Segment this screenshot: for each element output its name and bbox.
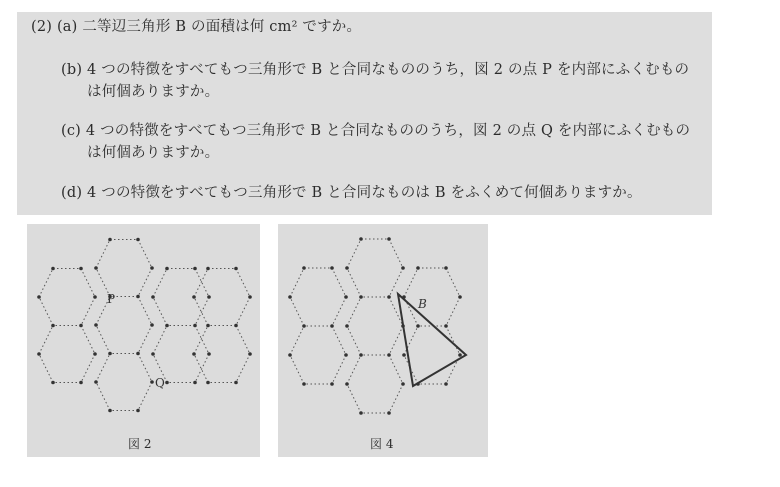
- grid-edge: [194, 354, 208, 383]
- grid-edge: [236, 354, 250, 383]
- grid-vertex: [151, 295, 155, 299]
- hex-grid: [288, 237, 462, 415]
- grid-edge: [347, 268, 361, 297]
- grid-vertex: [108, 409, 112, 413]
- grid-edge: [236, 326, 250, 355]
- point-p-label: P: [107, 292, 116, 306]
- grid-edge: [389, 268, 403, 297]
- grid-vertex: [150, 266, 154, 270]
- question-c-line1: (c) 4 つの特徴をすべてもつ三角形で B と合同なもののうち，図 2 の点 Q を内部にふくむもの: [61, 123, 691, 139]
- grid-vertex: [192, 295, 196, 299]
- grid-vertex: [79, 324, 83, 328]
- grid-vertex: [93, 295, 97, 299]
- hex-grid-figure-4: [278, 224, 488, 457]
- figure-2-caption: 図 2: [128, 437, 152, 451]
- grid-edge: [236, 269, 250, 298]
- grid-vertex: [165, 381, 169, 385]
- grid-vertex: [51, 267, 55, 271]
- grid-vertex: [345, 266, 349, 270]
- grid-edge: [347, 239, 361, 268]
- grid-vertex: [387, 353, 391, 357]
- grid-edge: [138, 354, 152, 383]
- question-d: (d) 4 つの特徴をすべてもつ三角形で B と合同なものは B をふくめて何個ありますか。: [61, 185, 642, 201]
- grid-vertex: [345, 324, 349, 328]
- grid-vertex: [37, 295, 41, 299]
- grid-vertex: [401, 382, 405, 386]
- grid-vertex: [79, 381, 83, 385]
- grid-vertex: [151, 352, 155, 356]
- grid-edge: [195, 269, 209, 298]
- grid-vertex: [402, 353, 406, 357]
- grid-vertex: [136, 295, 140, 299]
- grid-edge: [347, 355, 361, 384]
- grid-edge: [332, 326, 346, 355]
- grid-edge: [290, 355, 304, 384]
- grid-edge: [194, 297, 208, 326]
- grid-edge: [96, 325, 110, 354]
- grid-edge: [389, 239, 403, 268]
- grid-vertex: [359, 411, 363, 415]
- grid-vertex: [93, 352, 97, 356]
- grid-vertex: [387, 411, 391, 415]
- point-q-label: Q: [155, 376, 165, 390]
- grid-vertex: [206, 267, 210, 271]
- grid-vertex: [51, 324, 55, 328]
- grid-vertex: [234, 267, 238, 271]
- grid-edge: [446, 297, 460, 326]
- grid-vertex: [330, 382, 334, 386]
- grid-edge: [39, 354, 53, 383]
- grid-edge: [138, 268, 152, 297]
- grid-edge: [347, 297, 361, 326]
- grid-vertex: [136, 238, 140, 242]
- grid-vertex: [387, 237, 391, 241]
- grid-vertex: [330, 324, 334, 328]
- grid-edge: [81, 326, 95, 355]
- grid-vertex: [444, 382, 448, 386]
- grid-vertex: [51, 381, 55, 385]
- grid-edge: [194, 326, 208, 355]
- grid-vertex: [206, 381, 210, 385]
- grid-vertex: [79, 267, 83, 271]
- grid-edge: [96, 382, 110, 411]
- question-b-line1: (b) 4 つの特徴をすべてもつ三角形で B と合同なもののうち，図 2 の点 P を内部にふくむもの: [61, 62, 690, 78]
- grid-vertex: [416, 324, 420, 328]
- grid-edge: [389, 326, 403, 355]
- grid-edge: [290, 268, 304, 297]
- grid-edge: [332, 297, 346, 326]
- grid-vertex: [165, 324, 169, 328]
- grid-edge: [138, 325, 152, 354]
- grid-vertex: [359, 237, 363, 241]
- triangle-b: [398, 294, 466, 386]
- grid-vertex: [108, 238, 112, 242]
- grid-edge: [347, 326, 361, 355]
- grid-vertex: [207, 295, 211, 299]
- grid-edge: [404, 268, 418, 297]
- grid-vertex: [458, 353, 462, 357]
- grid-edge: [389, 355, 403, 384]
- grid-vertex: [330, 266, 334, 270]
- grid-vertex: [302, 266, 306, 270]
- hex-grid: [37, 238, 252, 413]
- grid-edge: [332, 268, 346, 297]
- figure-4-caption: 図 4: [370, 437, 394, 451]
- grid-vertex: [207, 352, 211, 356]
- grid-vertex: [444, 324, 448, 328]
- grid-vertex: [345, 382, 349, 386]
- question-c-line2: は何個ありますか。: [87, 145, 220, 161]
- grid-edge: [195, 297, 209, 326]
- grid-edge: [39, 326, 53, 355]
- grid-edge: [96, 354, 110, 383]
- grid-vertex: [108, 352, 112, 356]
- grid-edge: [138, 382, 152, 411]
- grid-vertex: [359, 295, 363, 299]
- grid-vertex: [458, 295, 462, 299]
- grid-edge: [138, 297, 152, 326]
- grid-vertex: [401, 266, 405, 270]
- grid-vertex: [193, 381, 197, 385]
- grid-vertex: [248, 295, 252, 299]
- grid-vertex: [192, 352, 196, 356]
- grid-edge: [347, 384, 361, 413]
- grid-vertex: [344, 295, 348, 299]
- grid-edge: [39, 297, 53, 326]
- grid-vertex: [248, 352, 252, 356]
- grid-vertex: [234, 381, 238, 385]
- grid-edge: [153, 269, 167, 298]
- grid-vertex: [136, 409, 140, 413]
- grid-edge: [332, 355, 346, 384]
- grid-edge: [153, 326, 167, 355]
- grid-vertex: [288, 295, 292, 299]
- grid-vertex: [165, 267, 169, 271]
- grid-vertex: [416, 266, 420, 270]
- grid-vertex: [206, 324, 210, 328]
- grid-vertex: [288, 353, 292, 357]
- grid-vertex: [444, 266, 448, 270]
- grid-edge: [446, 268, 460, 297]
- grid-vertex: [302, 324, 306, 328]
- grid-edge: [236, 297, 250, 326]
- grid-edge: [153, 297, 167, 326]
- question-a: (2) (a) 二等辺三角形 B の面積は何 cm² ですか。: [31, 19, 362, 35]
- grid-edge: [39, 269, 53, 298]
- grid-vertex: [37, 352, 41, 356]
- grid-vertex: [193, 324, 197, 328]
- grid-edge: [446, 326, 460, 355]
- figure-2: [27, 224, 260, 457]
- grid-vertex: [302, 382, 306, 386]
- grid-edge: [194, 269, 208, 298]
- grid-vertex: [150, 380, 154, 384]
- grid-vertex: [150, 323, 154, 327]
- question-b-line2: は何個ありますか。: [87, 84, 220, 100]
- grid-vertex: [359, 353, 363, 357]
- grid-vertex: [344, 353, 348, 357]
- grid-edge: [81, 354, 95, 383]
- question-panel: [17, 12, 712, 215]
- figure-4: [278, 224, 488, 457]
- hex-grid-figure-2: [27, 224, 260, 457]
- grid-edge: [290, 297, 304, 326]
- grid-edge: [290, 326, 304, 355]
- grid-edge: [81, 297, 95, 326]
- grid-vertex: [234, 324, 238, 328]
- grid-vertex: [193, 267, 197, 271]
- grid-vertex: [94, 323, 98, 327]
- grid-vertex: [94, 266, 98, 270]
- grid-edge: [138, 240, 152, 269]
- triangle-b-label: B: [418, 297, 427, 311]
- grid-edge: [195, 326, 209, 355]
- grid-edge: [389, 384, 403, 413]
- grid-edge: [96, 240, 110, 269]
- grid-edge: [195, 354, 209, 383]
- grid-vertex: [136, 352, 140, 356]
- grid-edge: [81, 269, 95, 298]
- grid-vertex: [94, 380, 98, 384]
- grid-vertex: [387, 295, 391, 299]
